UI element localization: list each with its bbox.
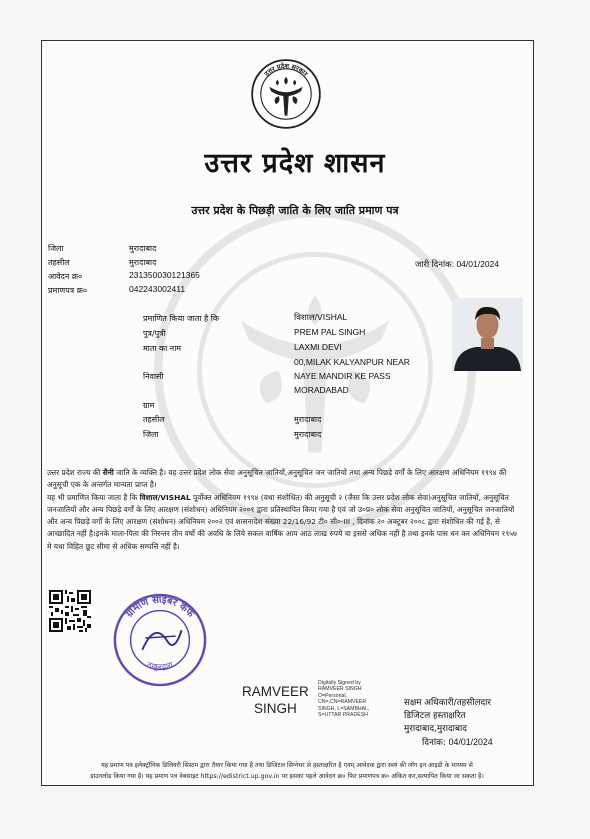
detail-district-label: जिला [143,430,159,439]
page-title: उत्तर प्रदेश शासन [204,148,386,179]
district-value: मुरादाबाद [129,244,157,253]
svg-text:ठाकुरद्वारा: ठाकुरद्वारा [145,660,175,672]
father-name: PREM PAL SINGH [294,327,366,337]
issuing-officer [404,697,493,750]
certificate-number-value: 042243002411 [129,284,186,294]
certificate-subtitle: उत्तर प्रदेश के पिछड़ी जाति के लिए जाति प्रमाण पत्र [191,204,399,217]
address-line-3: MORADABAD [294,385,349,395]
issue-date [415,259,499,270]
body-paragraph-1: उत्तर प्रदेश राज्य की सैनी जाति के व्यक्ति है। यह उत्तर प्रदेश लोक सेवा अनुसूचित जातियों,अनुसूचित जन जातियों तथा अन्य पिछड़े वर्गों के लिए आरक्षण अधिनियम १९९४ की अनुसूची एक के अन्तर्गत मान्यता प्राप्त है। [47,468,507,490]
officer-date: दिनांक: 04/01/2024 [422,737,493,748]
address-line-1: 00,MILAK KALYANPUR NEAR [294,357,410,367]
tehsil-label: तहसील [48,258,70,267]
detail-tehsil-value: मुरादाबाद [294,415,322,424]
svg-text:ग्रामीण सांईबर कैफे: ग्रामीण सांईबर कैफे [124,594,196,620]
applicant-photo [452,298,523,371]
mother-name: LAXMI DEVI [294,342,342,352]
body-paragraph-2: यह भी प्रमाणित किया जाता है कि विशाल/VISHAL पूर्वोक्त अधिनियम १९९४ (यथा संशोधित) की अनुसूची २ (जैसा कि उत्तर प्रदेश लोक सेवा)अनुसूचित जातियों, अनुसूचित जनजातियों और अन्य पिछड़े वर्गों के लिए आरक्षण (संशोधन) अधिनियम २००१ द्वारा प्रतिस्थापित किया गया है एवं जो उ०प्र० लोक सेवा अनुसूचित जातियों, अनुसूचित जनजातियों और अन्य पिछड़े वर्गों के लिए आरक्षण (संशोधन) अधिनियम २००२ एवं शासनादेश संख्या 22/16/92 टी० सी०-III , दिनांक २० अक्टूबर २००८ द्वारा संशोधित की गई है, से आच्छादित नहीं है।इनके माता-पिता की निरन्तर तीन वर्षो की अवधि के लिये सकल वार्षिक आय आठ लाख रुपये या इससे अधिक नहीं है तथा इनके पास धन कर अधिनियम १९५७ मे यथा विहित छूट सीमा से अधिक सम्पत्ति नहीं है। [47,492,517,551]
issue-date-label: जारी दिनांक: [415,259,455,269]
cyber-cafe-seal [111,591,209,689]
qr-code [49,590,91,632]
caste-name: सैनी [102,468,114,477]
resident-label: निवासी [143,372,164,381]
father-label: पुत्र/पुत्री [143,329,166,338]
officer-place: मुरादाबाद,मुरादाबाद [404,724,467,734]
officer-designation: सक्षम अधिकारी/तहसीलदार [404,698,492,708]
up-government-emblem [250,58,322,130]
digital-signer-name: RAMVEER SINGH [242,684,309,716]
detail-tehsil-label: तहसील [143,415,165,424]
address-line-2: NAYE MANDIR KE PASS [294,371,391,381]
district-label: जिला [48,244,64,253]
verification-footer: यह प्रमाण पत्र इलेक्ट्रॉनिक डिलिवरी सिस्टम द्वारा तैयार किया गया है तथा डिजिटल सिग्नेचर से हस्ताक्षरित है एवम् आवेदक द्वारा स्वयं की लॉग इन आइडी के माध्यम से डाउनलोड किया गया है। यह प्रमाण पत्र वेबसाइट https://edistrict.up.gov.in पर इसका पहले आवेदन क्र० फिर प्रमाणपत्र क्र० अंकित कर,सत्यापित किया जा सकता है। [90,762,484,780]
village-label: ग्राम [143,401,155,410]
body-applicant-name: विशाल/VISHAL [139,492,191,502]
certificate-body [47,467,522,553]
applicant-name: विशाल/VISHAL [294,312,348,322]
issue-date-value: 04/01/2024 [456,259,499,269]
svg-text:उत्तर प्रदेश सरकार: उत्तर प्रदेश सरकार [262,62,310,78]
detail-district-value: मुरादाबाद [294,430,322,439]
digitally-signed-note: डिजिटल हस्ताक्षरित [404,711,466,721]
mother-label: माता का नाम [143,344,182,353]
certified-label: प्रमाणित किया जाता है कि [143,314,220,323]
certificate-number-label: प्रमाणपत्र क्र० [48,286,87,295]
application-number-label: आवेदन क्र० [48,272,83,281]
digital-signature-details: Digitally Signed by RAMVEER SINGH O=Personal, CN=,CN=RAMVEER SINGH, L=SAMBHAL, S=UTTAR PRADESH [318,680,370,719]
application-number-value: 231350030121365 [129,270,200,280]
tehsil-value: मुरादाबाद [129,258,157,267]
